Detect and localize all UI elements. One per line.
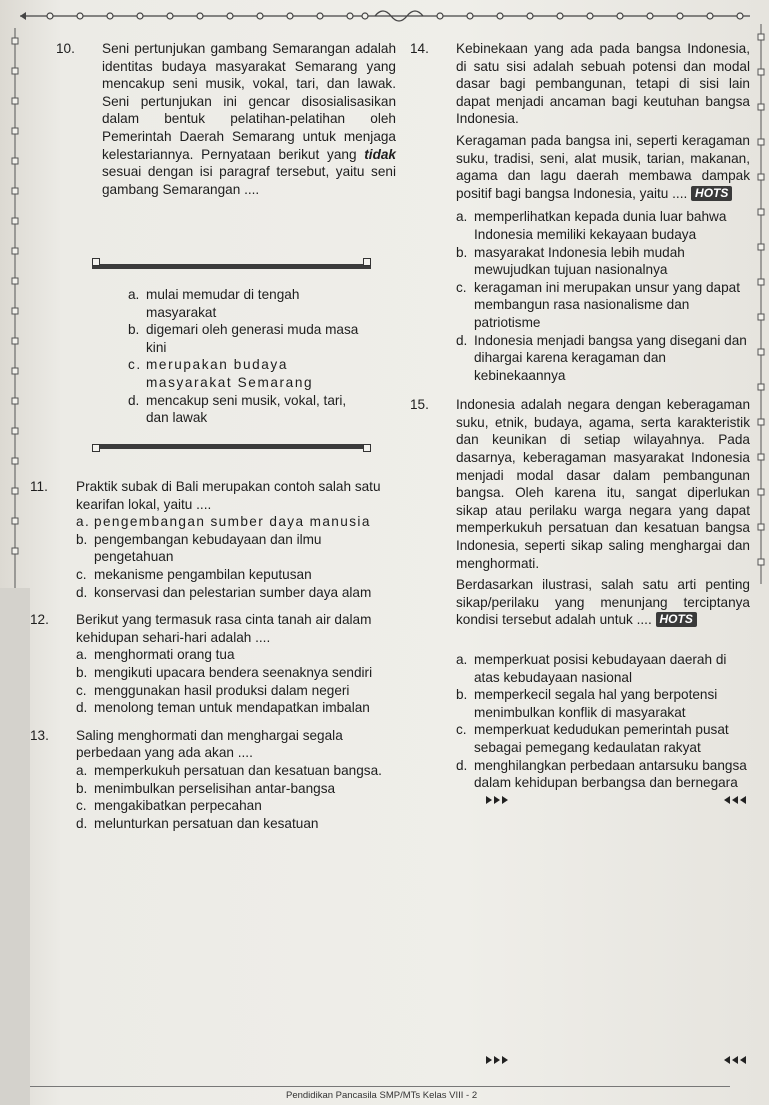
question-number: 14. — [410, 41, 429, 56]
option-a[interactable]: a. pengembangan sumber daya manusia — [76, 514, 371, 530]
option-c[interactable]: c. keragaman ini merupakan unsur yang dapat membangun rasa nasionalisme dan patriotisme — [456, 279, 741, 330]
page-gutter — [0, 588, 30, 1105]
question-text: Kebinekaan yang ada pada bangsa Indonesia, di satu sisi adalah sebuah potensi dan modal dasar bagi pembangunan, tetapi di sisi lain dapat menjadi ancaman bagi keutuhan bangsa Indonesia. — [456, 41, 750, 127]
option-a[interactable]: a. memperlihatkan kepada dunia luar bahwa Indonesia memiliki kekayaan budaya — [456, 209, 727, 242]
left-column-lower — [30, 478, 396, 832]
box-top-bar — [92, 264, 371, 269]
box-bottom-bar — [92, 444, 371, 449]
option-d[interactable]: d. menolong teman untuk mendapatkan imbalan — [76, 700, 370, 716]
footer — [0, 1080, 769, 1105]
option-a[interactable]: a. mulai memudar di tengah masyarakat — [128, 287, 300, 320]
question-14 — [410, 40, 750, 202]
right-border-ornament — [753, 24, 769, 584]
box-corner — [92, 258, 100, 266]
option-list — [30, 513, 396, 601]
footer-rule — [30, 1086, 730, 1087]
question-number: 11. — [30, 479, 48, 494]
box-corner — [92, 444, 100, 452]
question-number: 12. — [30, 612, 49, 628]
box-corner — [363, 444, 371, 452]
question-text: Indonesia adalah negara dengan keberagaman suku, etnik, budaya, agama, serta karakteristik dan keunikan di setiap wilayahnya. Pada dasarnya, keberagaman masyarakat Indonesia menjadi modal dasar dalam pembangunan bangsa. Oleh karena itu, sangat diperlukan sikap atau perilaku warga negara yang dapat memperkukuh persatuan dan kesatuan bangsa Indonesia, seperti sikap saling menghargai dan menghormati. — [456, 397, 750, 571]
question-13 — [30, 727, 396, 762]
option-b[interactable]: b. pengembangan kebudayaan dan ilmu pengetahuan — [76, 531, 322, 565]
option-list — [410, 208, 750, 384]
option-d[interactable]: d. konservasi dan pelestarian sumber daya alam — [76, 584, 372, 600]
options-box-q10 — [92, 258, 371, 452]
question-text: Berikut yang termasuk rasa cinta tanah air dalam kehidupan sehari-hari adalah .... — [76, 612, 372, 645]
option-a[interactable]: a. memperkukuh persatuan dan kesatuan bangsa. — [76, 762, 382, 778]
question-text-2: Berdasarkan ilustrasi, salah satu arti penting sikap/perilaku yang menunjang terciptanya kondisi tersebut adalah untuk .... HOTS — [456, 577, 750, 628]
top-border-ornament — [20, 4, 750, 28]
question-text-2: Keragaman pada bangsa ini, seperti keragaman suku, tradisi, seni, alat musik, tarian, makanan, agama dan lagu daerah membawa dampak positif bagi bangsa Indonesia, yaitu .... HOTS — [456, 132, 750, 201]
option-c[interactable]: c. mekanisme pengambilan keputusan — [76, 566, 312, 582]
option-c[interactable]: c. menggunakan hasil produksi dalam negeri — [76, 682, 350, 698]
option-list — [30, 762, 396, 832]
box-corner — [363, 258, 371, 266]
question-11 — [30, 478, 396, 513]
question-text: Praktik subak di Bali merupakan contoh salah satu kearifan lokal, yaitu .... — [76, 479, 381, 512]
option-b[interactable]: b. digemari oleh generasi muda masa kini — [128, 322, 359, 355]
option-list — [128, 286, 366, 427]
option-list — [30, 646, 396, 716]
option-list — [410, 651, 750, 792]
question-12 — [30, 611, 396, 646]
footer-text: Pendidikan Pancasila SMP/MTs Kelas VIII - 2 — [286, 1090, 478, 1101]
option-b[interactable]: b. masyarakat Indonesia lebih mudah mewujudkan tujuan nasionalnya — [456, 244, 685, 278]
arrow-ornament — [486, 792, 746, 808]
option-c[interactable]: c. memperkuat kedudukan pemerintah pusat sebagai pemegang kedaulatan rakyat — [456, 722, 729, 755]
arrow-ornament — [486, 1052, 746, 1068]
option-d[interactable]: d. mencakup seni musik, vokal, tari, dan lawak — [128, 392, 347, 426]
question-15 — [410, 396, 750, 629]
option-a[interactable]: a. menghormati orang tua — [76, 647, 235, 663]
option-c[interactable]: c. merupakan budaya masyarakat Semarang — [128, 357, 314, 390]
left-border-ornament — [4, 28, 30, 588]
option-b[interactable]: b. mengikuti upacara bendera seenaknya sendiri — [76, 664, 373, 680]
question-10 — [56, 40, 396, 198]
option-a[interactable]: a. memperkuat posisi kebudayaan daerah di atas kebudayaan nasional — [456, 652, 727, 685]
option-c[interactable]: c. mengakibatkan perpecahan — [76, 798, 262, 814]
right-column — [410, 40, 750, 792]
question-number: 13. — [30, 727, 49, 743]
question-text: Saling menghormati dan menghargai segala perbedaan yang ada akan .... — [76, 727, 343, 761]
emphasis: tidak — [364, 146, 396, 162]
option-d[interactable]: d. Indonesia menjadi bangsa yang disegani dan dihargai karena keragaman dan kebinekaannya — [456, 332, 747, 383]
option-d[interactable]: d. menghilangkan perbedaan antarsuku bangsa dalam kehidupan berbangsa dan bernegara — [456, 757, 747, 791]
hots-badge: HOTS — [691, 186, 732, 201]
hots-badge: HOTS — [656, 612, 697, 627]
option-b[interactable]: b. menimbulkan perselisihan antar-bangsa — [76, 780, 336, 796]
question-text: Seni pertunjukan gambang Semarangan adalah identitas budaya masyarakat Semarang yang mencakup seni musik, vokal, tari, dan lawak. Seni pertunjukan ini gencar disosialisasikan dalam bentuk pelatihan-pelatihan oleh Pemerintah Daerah Semarang untuk menjaga kelestariannya. Pernyataan berikut yang tidak sesuai dengan isi paragraf tersebut, yaitu seni gambang Semarangan .... — [102, 41, 396, 197]
option-d[interactable]: d. melunturkan persatuan dan kesatuan — [76, 815, 319, 831]
question-number: 15. — [410, 397, 429, 413]
option-b[interactable]: b. memperkecil segala hal yang berpotensi menimbulkan konflik di masyarakat — [456, 687, 718, 720]
question-number: 10. — [56, 41, 75, 56]
